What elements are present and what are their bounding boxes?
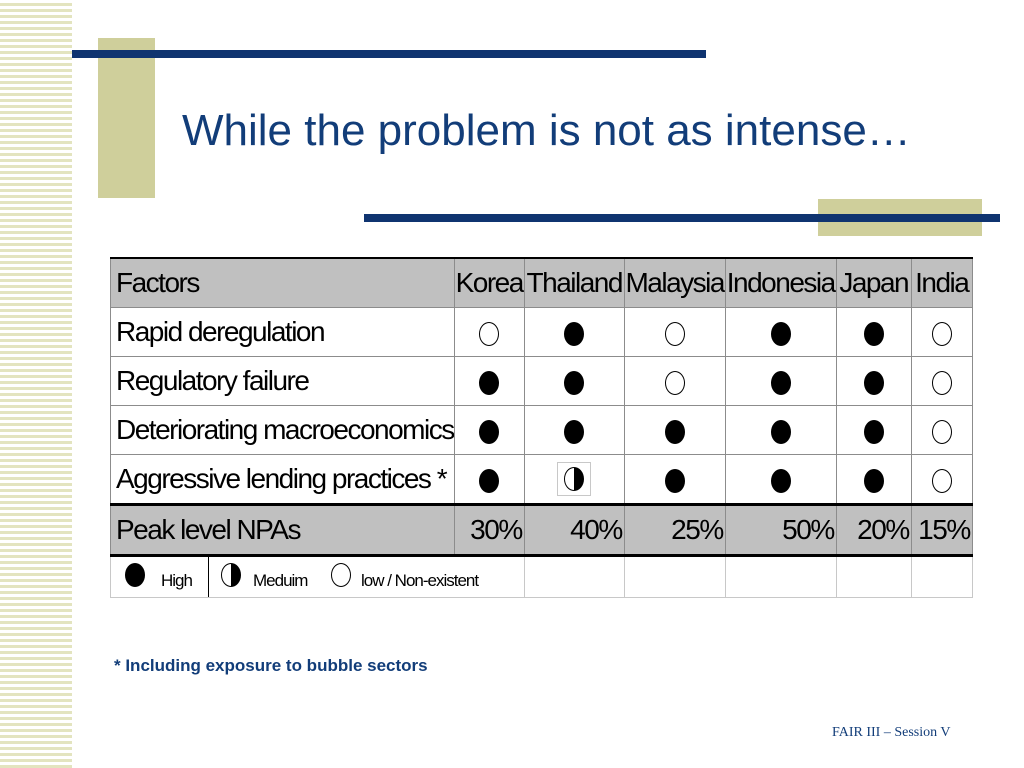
low-dot-shape [932,420,952,444]
rating-cell [624,455,725,505]
rating-cell [454,406,524,455]
high-rating-icon [479,365,499,396]
decorative-stripes [0,0,72,768]
high-dot-shape [479,371,499,395]
high-dot-shape [864,469,884,493]
low-dot-shape [932,322,952,346]
table-row [111,357,973,406]
high-rating-icon [665,414,685,445]
rating-cell [524,308,624,357]
high-rating-icon [771,365,791,396]
high-rating-icon [479,463,499,494]
header-korea: Korea [454,258,524,308]
factors-table [110,257,973,598]
npa-value-india: 15% [911,505,972,556]
npa-value-malaysia: 25% [624,505,725,556]
npa-label: Peak level NPAs [111,505,455,556]
high-dot-shape [665,420,685,444]
legend-empty-cell [725,556,836,598]
high-dot-shape [479,420,499,444]
low-dot-shape [665,371,685,395]
header-malaysia: Malaysia [624,258,725,308]
high-rating-icon [771,316,791,347]
decorative-rule-top [72,50,706,58]
low-rating-icon [932,414,952,445]
rating-cell [911,308,972,357]
npa-row [111,505,973,556]
rating-cell [911,406,972,455]
rating-cell [624,308,725,357]
table-row [111,406,973,455]
high-dot-shape [771,322,791,346]
high-rating-icon [125,563,145,587]
rating-cell [836,406,911,455]
npa-value-indonesia: 50% [725,505,836,556]
rating-cell [454,357,524,406]
rating-cell [524,357,624,406]
npa-value-thailand: 40% [524,505,624,556]
row-label: Regulatory failure [111,357,455,406]
row-label: Deteriorating macroeconomics [111,406,455,455]
legend-divider [208,557,209,597]
high-dot-shape [771,469,791,493]
npa-value-korea: 30% [454,505,524,556]
decorative-rule-mid [364,214,1000,222]
medium-rating-frame [557,462,591,496]
header-thailand: Thailand [524,258,624,308]
rating-cell [836,455,911,505]
header-indonesia: Indonesia [725,258,836,308]
rating-cell [911,357,972,406]
rating-cell [524,455,624,505]
high-dot-shape [864,420,884,444]
table-row [111,455,973,505]
high-rating-icon [771,414,791,445]
header-india: India [911,258,972,308]
high-rating-icon [665,463,685,494]
rating-cell [911,455,972,505]
legend-medium-label: Meduim [253,571,308,590]
high-rating-icon [564,414,584,445]
rating-cell [624,406,725,455]
footnote: * Including exposure to bubble sectors [114,656,428,675]
legend-high-label: High [161,571,192,590]
high-dot-shape [564,420,584,444]
high-rating-icon [564,365,584,396]
decorative-tan-block [98,38,155,198]
rating-cell [725,406,836,455]
rating-cell [454,308,524,357]
legend-row [111,556,973,598]
high-dot-shape [479,469,499,493]
low-rating-icon [932,316,952,347]
legend-low-label: low / Non-existent [361,571,479,590]
low-dot-shape [479,322,499,346]
high-rating-icon [864,365,884,396]
low-rating-icon [932,463,952,494]
high-rating-icon [864,463,884,494]
rating-cell [524,406,624,455]
low-rating-icon [665,316,685,347]
low-rating-icon [331,563,351,587]
high-dot-shape [864,371,884,395]
high-dot-shape [665,469,685,493]
rating-cell [624,357,725,406]
rating-cell [454,455,524,505]
high-rating-icon [479,414,499,445]
header-japan: Japan [836,258,911,308]
legend-empty-cell [624,556,725,598]
high-dot-shape [771,420,791,444]
high-dot-shape [771,371,791,395]
legend-empty-cell [524,556,624,598]
low-dot-shape [932,371,952,395]
slide-title: While the problem is not as intense… [182,106,911,155]
header-factors: Factors [111,258,455,308]
low-rating-icon [479,316,499,347]
high-rating-icon [864,414,884,445]
table-header-row [111,258,973,308]
rating-cell [836,308,911,357]
medium-dot-shape [564,467,584,491]
legend-empty-cell [836,556,911,598]
legend [111,557,524,597]
low-dot-shape [665,322,685,346]
low-dot-shape [932,469,952,493]
low-rating-icon [932,365,952,396]
legend-cell [111,556,525,598]
rating-cell [725,455,836,505]
rating-cell [725,357,836,406]
row-label: Rapid deregulation [111,308,455,357]
high-rating-icon [771,463,791,494]
medium-rating-icon [221,563,241,587]
medium-rating-icon [557,462,591,493]
rating-cell [725,308,836,357]
legend-empty-cell [911,556,972,598]
high-rating-icon [564,316,584,347]
npa-value-japan: 20% [836,505,911,556]
footer-text: FAIR III – Session V [832,725,951,740]
high-rating-icon [864,316,884,347]
high-dot-shape [864,322,884,346]
high-dot-shape [564,371,584,395]
row-label: Aggressive lending practices * [111,455,455,505]
high-dot-shape [564,322,584,346]
table-row [111,308,973,357]
rating-cell [836,357,911,406]
low-rating-icon [665,365,685,396]
